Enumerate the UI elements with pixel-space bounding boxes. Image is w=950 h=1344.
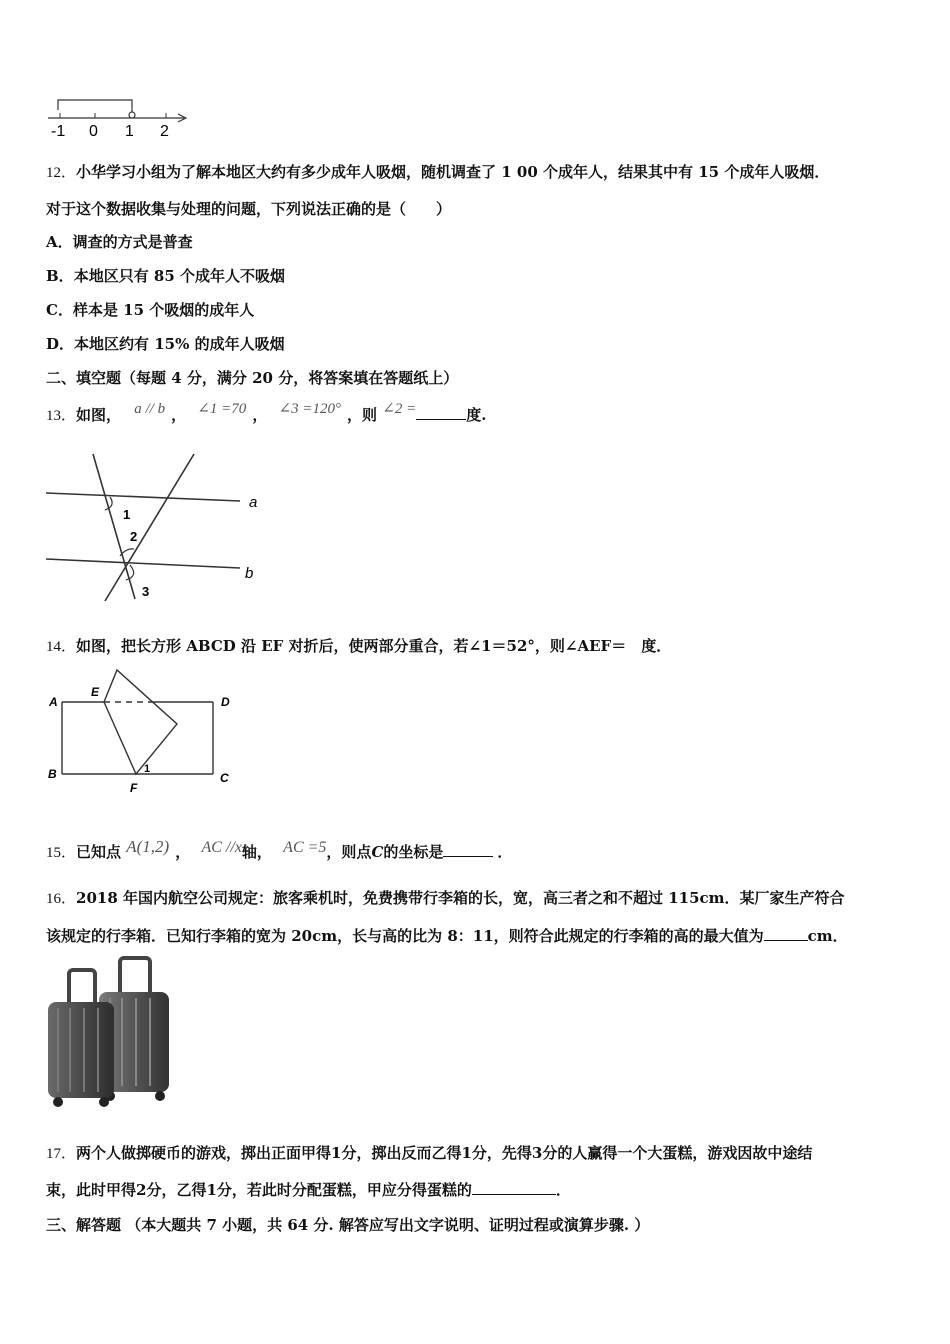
- label-3: 3: [142, 584, 150, 599]
- label-D: D: [221, 695, 230, 709]
- folded-flap: [104, 670, 177, 774]
- line-a: [46, 493, 240, 501]
- q14-rectangle-fold-figure: [44, 664, 244, 796]
- section-3-heading: 三、解答题 （本大题共 7 小题，共 64 分. 解答应写出文字说明、证明过程或演算步骤. ）: [46, 1216, 650, 1234]
- q12-option-c: C．样本是 15 个吸烟的成年人: [46, 301, 255, 319]
- q12-option-d: D．本地区约有 15% 的成年人吸烟: [46, 335, 285, 353]
- q13-stem: 13．如图， a // b ， ∠1 =70 ， ∠3 =120° ，则 ∠2 = 度.: [46, 401, 487, 424]
- q15-math-length: AC =5: [283, 839, 327, 856]
- q12-text-1: 小华学习小组为了解本地区大约有多少成年人吸烟，随机调查了 1 00 个成年人，结果其中有 15 个成年人吸烟．: [76, 163, 830, 181]
- q17-answer-blank[interactable]: [472, 1180, 556, 1195]
- q12-option-a: A．调查的方式是普查: [46, 233, 193, 251]
- q16-stem-line2: 该规定的行李箱．已知行李箱的宽为 20cm，长与高的比为 8：11，则符合此规定的行李箱的高的最大值为 cm．: [46, 927, 848, 945]
- number-line-figure: [44, 96, 194, 140]
- q12-number: 12．: [46, 165, 77, 181]
- q13-parallel-lines-figure: [44, 448, 274, 608]
- label-2: 2: [130, 529, 138, 544]
- q15-math-parallel: AC //x: [201, 839, 242, 856]
- q16-stem-line1: 16．2018 年国内航空公司规定：旅客乘机时，免费携带行李箱的长，宽，高三者之和不超过 115cm．某厂家生产符合: [46, 889, 845, 907]
- q15-stem: 15．已知点 A(1,2) ， AC //x轴， AC =5，则点C的坐标是 ．: [46, 837, 513, 861]
- q12-stem-line2: 对于这个数据收集与处理的问题，下列说法正确的是（ ）: [46, 200, 452, 218]
- q13-math-parallel: a // b: [134, 401, 166, 417]
- q13-math-angle1: ∠1 =70: [197, 401, 247, 417]
- section-2-heading: 二、填空题（每题 4 分，满分 20 分，将答案填在答题纸上）: [46, 369, 459, 387]
- label-A: A: [49, 695, 58, 709]
- q13-answer-blank[interactable]: [416, 405, 466, 420]
- q17-stem-line2: 束，此时甲得2分，乙得1分，若此时分配蛋糕，甲应分得蛋糕的 ．: [46, 1181, 571, 1199]
- number-line-tick-label: 2: [160, 123, 169, 140]
- number-line-tick-label: -1: [51, 123, 66, 140]
- q17-stem-line1: 17．两个人做掷硬币的游戏，掷出正面甲得1分，掷出反而乙得1分，先得3分的人赢得一个大蛋糕，游戏因故中途结: [46, 1144, 813, 1162]
- number-line-tick-label: 0: [89, 123, 98, 140]
- q12-option-b: B．本地区只有 85 个成年人不吸烟: [46, 267, 286, 285]
- q15-math-point-a: A(1,2): [126, 837, 170, 856]
- number-line-ray: [58, 100, 132, 112]
- number-line-open-point: [129, 112, 135, 118]
- transversal-1: [93, 454, 138, 599]
- label-C: C: [220, 771, 229, 785]
- label-1: 1: [123, 507, 131, 522]
- q13-math-angle3: ∠3 =120°: [278, 401, 342, 417]
- label-b: b: [245, 565, 254, 582]
- line-b: [46, 559, 240, 568]
- number-line-tick-label: 1: [125, 123, 134, 140]
- luggage-suitcases-image: [44, 956, 174, 1110]
- label-1: 1: [144, 763, 151, 775]
- q16-answer-blank[interactable]: [764, 926, 808, 941]
- label-a: a: [249, 494, 258, 511]
- q13-math-angle2: ∠2 =: [382, 401, 417, 417]
- label-F: F: [130, 781, 138, 795]
- q15-answer-blank[interactable]: [443, 842, 493, 857]
- label-E: E: [91, 685, 100, 699]
- q12-stem-line1: [46, 162, 829, 183]
- label-B: B: [48, 767, 57, 781]
- transversal-2: [105, 454, 194, 601]
- q14-stem: 14．如图，把长方形 ABCD 沿 EF 对折后，使两部分重合，若∠1＝52°，则∠AEF＝ 度．: [46, 637, 672, 655]
